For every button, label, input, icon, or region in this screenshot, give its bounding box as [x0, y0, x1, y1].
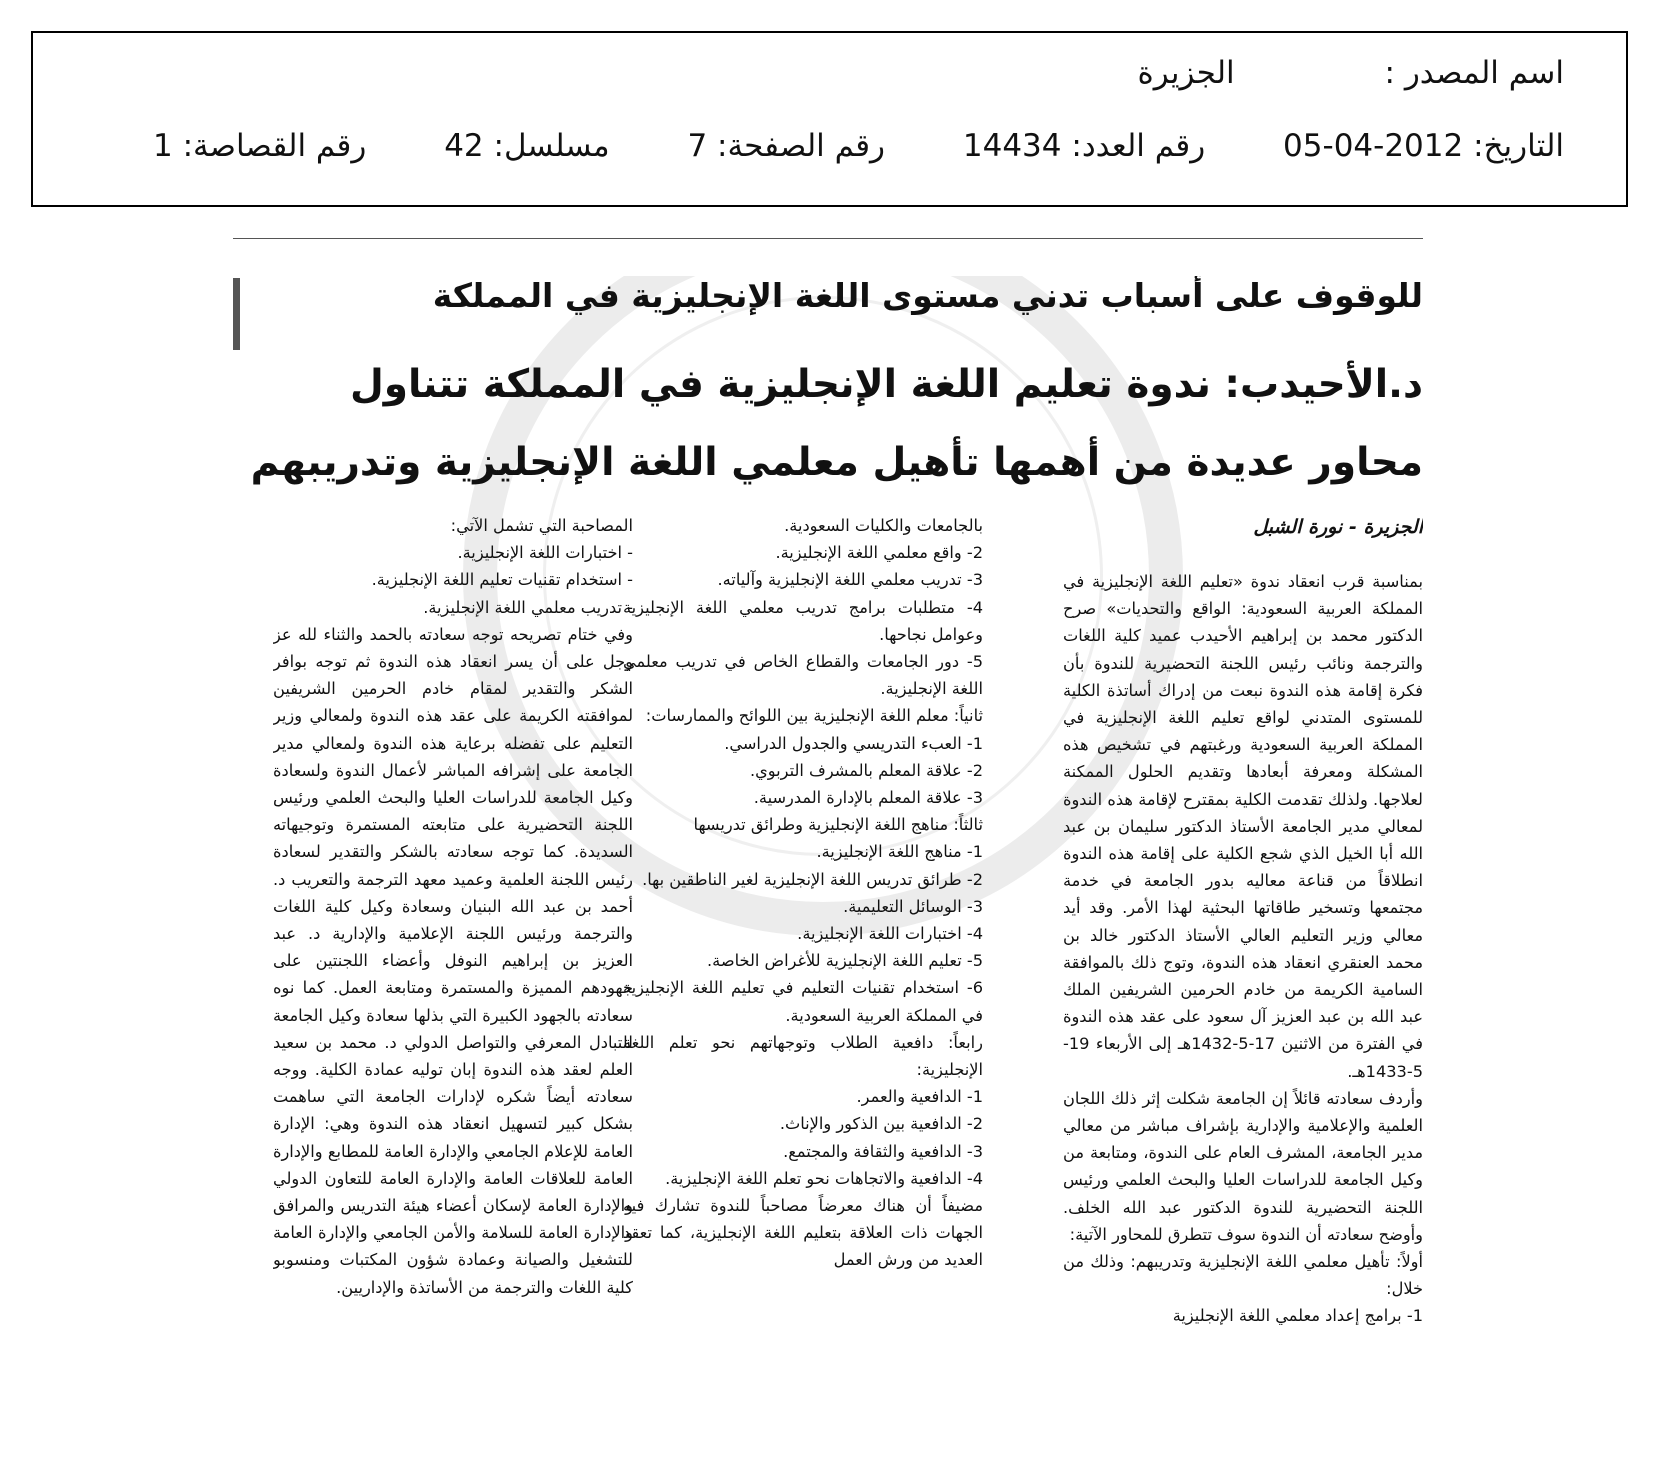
- list-item: 4- اختبارات اللغة الإنجليزية.: [797, 924, 983, 944]
- source-value: الجزيرة: [1137, 55, 1235, 91]
- list-item: 2- علاقة المعلم بالمشرف التربوي.: [749, 760, 983, 780]
- list-item: 4- الدافعية والاتجاهات نحو تعلم اللغة الإنجليزية.: [665, 1168, 983, 1188]
- list-item: 3- تدريب معلمي اللغة الإنجليزية وآلياته.: [717, 570, 983, 590]
- list-item: 3- الدافعية والثقافة والمجتمع.: [783, 1141, 983, 1161]
- paragraph: مضيفاً أن هناك معرضاً مصاحباً للندوة تشارك فيه الجهات ذات العلاقة بتعليم اللغة الإنجليزية، كما تعقد العديد من ورش العمل: [623, 1196, 983, 1270]
- list-item: 1- الدافعية والعمر.: [856, 1087, 983, 1107]
- serial-field: مسلسل: 42: [444, 128, 610, 164]
- paragraph: أولاً: تأهيل معلمي اللغة الإنجليزية وتدريبهم: وذلك من خلال:: [1063, 1252, 1423, 1299]
- newspaper-article: [233, 276, 1423, 1442]
- list-item: 2- واقع معلمي اللغة الإنجليزية.: [775, 543, 983, 563]
- paragraph: وأردف سعادته قائلاً إن الجامعة شكلت إثر ذلك اللجان العلمية والإعلامية والإدارية بإشراف مباشر من معالي مدير الجامعة، المشرف العام على الندوة، ومتابعة من وكيل الجامعة للدراسات العليا والبحث العلمي ورئيس اللجنة التحضيرية للندوة الدكتور عبد الله الخلف. وأوضح سعادته أن الندوة سوف تتطرق للمحاور الآتية:: [1063, 1088, 1423, 1244]
- list-item: 3- علاقة المعلم بالإدارة المدرسية.: [753, 788, 983, 808]
- article-kicker: للوقوف على أسباب تدني مستوى اللغة الإنجليزية في المملكة: [432, 276, 1423, 315]
- list-item: 2- طرائق تدريس اللغة الإنجليزية لغير الناطقين بها.: [642, 869, 983, 889]
- headline-line-2: محاور عديدة من أهمها تأهيل معلمي اللغة الإنجليزية وتدريبهم: [250, 440, 1423, 485]
- list-item: 4- متطلبات برامج تدريب معلمي اللغة الإنجليزية وعوامل نجاحها.: [623, 597, 983, 644]
- publication-details-row: [153, 128, 1564, 164]
- kicker-side-bar: [233, 278, 240, 350]
- list-item: 3- الوسائل التعليمية.: [843, 896, 983, 916]
- paragraph: بمناسبة قرب انعقاد ندوة «تعليم اللغة الإنجليزية في المملكة العربية السعودية: الواقع والتحديات» صرح الدكتور محمد بن إبراهيم الأحيدب عميد كلية اللغات والترجمة ونائب رئيس اللجنة التحضيرية للندوة بأن فكرة إقامة هذه الندوة نبعت من إدراك أساتذة الكلية للمستوى المتدني لواقع تعليم اللغة الإنجليزية في المملكة العربية السعودية ورغبتهم في تشخيص هذه المشكلة ومعرفة أبعادها وتقديم الحلول الممكنة لعلاجها. ولذلك تقدمت الكلية بمقترح لإقامة هذه الندوة لمعالي مدير الجامعة الأستاذ الدكتور سليمان بن عبد الله أبا الخيل الذي شجع الكلية على إقامة هذه الندوة انطلاقاً من قناعة معاليه بدور الجامعة في خدمة مجتمعها وتسخير طاقاتها البحثية لهذا الأمر. وقد أيد معالي وزير التعليم العالي الأستاذ الدكتور خالد بن محمد العنقري انعقاد هذه الندوة، وتوج ذلك بالموافقة السامية الكريمة من خادم الحرمين الشريفين الملك عبد الله بن عبد العزيز آل سعود على عقد هذه الندوة في الفترة من الاثنين 17-5-1432هـ إلى الأربعاء 19-5-1433هـ.: [1063, 572, 1423, 1081]
- list-item: - تدريب معلمي اللغة الإنجليزية.: [423, 597, 633, 617]
- source-label: اسم المصدر :: [1384, 55, 1564, 91]
- date-field: التاريخ: 2012-04-05: [1283, 128, 1564, 164]
- list-item: - استخدام تقنيات تعليم اللغة الإنجليزية.: [371, 570, 633, 590]
- section-heading: ثالثاً: مناهج اللغة الإنجليزية وطرائق تدريسها: [693, 815, 983, 835]
- list-item: - اختبارات اللغة الإنجليزية.: [457, 543, 633, 563]
- article-headline: [251, 346, 1423, 502]
- section-heading: رابعاً: دافعية الطلاب وتوجهاتهم نحو تعلم اللغة الإنجليزية:: [623, 1032, 983, 1080]
- paragraph: وفي ختام تصريحه توجه سعادته بالحمد والثناء لله عز وجل على أن يسر انعقاد هذه الندوة ثم توجه بوافر الشكر والتقدير لمقام خادم الحرمين الشريفين لموافقته الكريمة على عقد هذه الندوة ولمعالي وزير التعليم على تفضله برعاية هذه الندوة ولمعالي مدير الجامعة على إشرافه المباشر لأعمال الندوة ولسعادة وكيل الجامعة للدراسات العليا والبحث العلمي ورئيس اللجنة التحضيرية على متابعته المستمرة وتوجيهاته السديدة. كما توجه سعادته بالشكر والتقدير لسعادة رئيس اللجنة العلمية وعميد معهد الترجمة والتعريب د. أحمد بن عبد الله البنيان وسعادة وكيل كلية اللغات والترجمة ورئيس اللجنة الإعلامية والإدارية د. عبد العزيز بن إبراهيم النوفل وأعضاء اللجنتين على جهودهم المميزة والمستمرة ومتابعة العمل. كما نوه سعادته بالجهود الكبيرة التي بذلها سعادة وكيل الجامعة للتبادل المعرفي والتواصل الدولي د. محمد بن سعيد العلم لعقد هذه الندوة إبان توليه عمادة الكلية. ووجه سعادته أيضاً شكره لإدارات الجامعة التي ساهمت بشكل كبير لتسهيل انعقاد هذه الندوة وهي: الإدارة العامة للإعلام الجامعي والإدارة العامة للمطابع والإدارة العامة للعلاقات العامة والإدارة العامة للتعاون الدولي والإدارة العامة لإسكان أعضاء هيئة التدريس والمرافق والإدارة العامة للسلامة والأمن الجامعي والإدارة العامة للتشغيل والصيانة وعمادة شؤون المكتبات ومنسوبو كلية اللغات والترجمة من الأساتذة والإداريين.: [273, 624, 633, 1297]
- article-column-2: [623, 512, 983, 1432]
- list-item: 2- الدافعية بين الذكور والإناث.: [779, 1114, 983, 1134]
- article-column-3: [273, 512, 633, 1432]
- paragraph: بالجامعات والكليات السعودية.: [784, 516, 983, 535]
- article-byline: الجزيرة - نورة الشبل: [1253, 516, 1423, 538]
- headline-line-1: د.الأحيدب: ندوة تعليم اللغة الإنجليزية في المملكة تتناول: [349, 362, 1423, 407]
- section-heading: ثانياً: معلم اللغة الإنجليزية بين اللوائح والممارسات:: [645, 706, 983, 726]
- issue-field: رقم العدد: 14434: [962, 128, 1206, 164]
- article-column-1: [1063, 568, 1423, 1438]
- separator-line: [233, 238, 1423, 239]
- paragraph: المصاحبة التي تشمل الآتي:: [450, 516, 633, 535]
- paragraph: 1- برامج إعداد معلمي اللغة الإنجليزية: [1172, 1306, 1423, 1326]
- list-item: 1- مناهج اللغة الإنجليزية.: [816, 842, 983, 862]
- list-item: 1- العبء التدريسي والجدول الدراسي.: [724, 733, 983, 753]
- source-row: [1138, 55, 1565, 91]
- clip-number-field: رقم القصاصة: 1: [153, 128, 367, 164]
- clipping-metadata-box: [31, 31, 1628, 207]
- list-item: 5- تعليم اللغة الإنجليزية للأغراض الخاصة.: [707, 951, 983, 971]
- list-item: 6- استخدام تقنيات التعليم في تعليم اللغة الإنجليزية في المملكة العربية السعودية.: [623, 978, 983, 1025]
- page-field: رقم الصفحة: 7: [687, 128, 886, 164]
- list-item: 5- دور الجامعات والقطاع الخاص في تدريب معلمي اللغة الإنجليزية.: [623, 652, 983, 699]
